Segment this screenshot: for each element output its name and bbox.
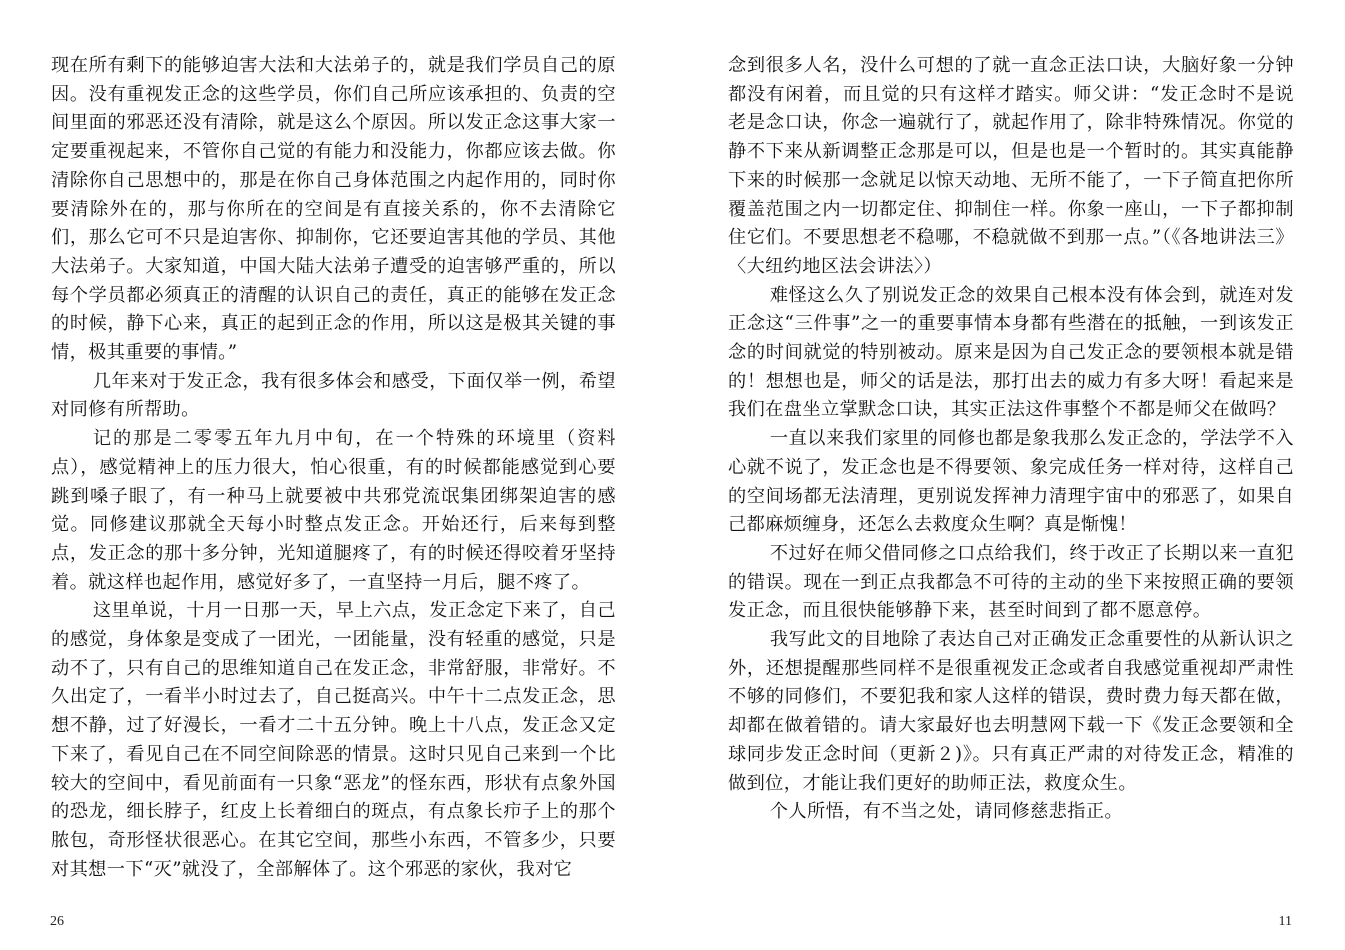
left-text-column	[51, 52, 616, 884]
paragraph: 现在所有剩下的能够迫害大法和大法弟子的，就是我们学员自己的原因。没有重视发正念的这些学员，你们自己所应该承担的、负责的空间里面的邪恶还没有清除，就是这么个原因。所以发正念这事大家一定要重视起来，不管你自己觉的有能力和没能力，你都应该去做。你清除你自己思想中的，那是在你自己身体范围之内起作用的，同时你要清除外在的，那与你所在的空间是有直接关系的，你不去清除它们，那么它可不只是迫害你、抑制你，它还要迫害其他的学员、其他大法弟子。大家知道，中国大陆大法弟子遭受的迫害够严重的，所以每个学员都必须真正的清醒的认识自己的责任，真正的能够在发正念的时候，静下心来，真正的起到正念的作用，所以这是极其关键的事情，极其重要的事情。”	[51, 55, 616, 364]
paragraph: 个人所悟，有不当之处，请同修慈悲指正。	[769, 801, 1124, 823]
paragraph: 不过好在师父借同修之口点给我们，终于改正了长期以来一直犯的错误。现在一到正点我都急不可待的主动的坐下来按照正确的要领发正念，而且很快能够静下来，甚至时间到了都不愿意停。	[728, 542, 1294, 622]
page-number: 11	[1278, 914, 1292, 929]
paragraph: 我写此文的目地除了表达自己对正确发正念重要性的从新认识之外，还想提醒那些同样不是很重视发正念或者自我感觉重视却严肃性不够的同修们，不要犯我和家人这样的错误，费时费力每天都在做，却都在做着错的。请大家最好也去明慧网下载一下《发正念要领和全球同步发正念时间（更新２)》。只有真正严肃的对待发正念，精准的做到位，才能让我们更好的助师正法，救度众生。	[728, 629, 1294, 794]
paragraph: 这里单说，十月一日那一天，早上六点，发正念定下来了，自己的感觉，身体象是变成了一团光，一团能量，没有轻重的感觉，只是动不了，只有自己的思维知道自己在发正念，非常舒服，非常好。不久出定了，一看半小时过去了，自己挺高兴。中午十二点发正念，思想不静，过了好漫长，一看才二十五分钟。晚上十八点，发正念又定下来了，看见自己在不同空间除恶的情景。这时只见自己来到一个比较大的空间中，看见前面有一只象“恶龙”的怪东西，形状有点象外国的恐龙，细长脖子，红皮上长着细白的斑点，有点象长疖子上的那个脓包，奇形怪状很恶心。在其它空间，那些小东西，不管多少，只要对其想一下“灭”就没了，全部解体了。这个邪恶的家伙，我对它	[51, 600, 616, 880]
paragraph: 一直以来我们家里的同修也都是象我那么发正念的，学法学不入心就不说了，发正念也是不得要领、象完成任务一样对待，这样自己的空间场都无法清理，更别说发挥神力清理宇宙中的邪恶了，如果自己都麻烦缠身，还怎么去救度众生啊？真是惭愧！	[728, 428, 1294, 536]
paragraph: 难怪这么久了别说发正念的效果自己根本没有体会到，就连对发正念这“三件事”之一的重要事情本身都有些潜在的抵触，一到该发正念的时间就觉的特别被动。原来是因为自己发正念的要领根本就是错的！想想也是，师父的话是法，那打出去的威力有多大呀！看起来是我们在盘坐立掌默念口诀，其实正法这件事整个不都是师父在做吗？	[728, 284, 1294, 421]
left-page	[0, 0, 672, 950]
paragraph: 念到很多人名，没什么可想的了就一直念正法口诀，大脑好象一分钟都没有闲着，而且觉的只有这样才踏实。师父讲：“发正念时不是说老是念口诀，你念一遍就行了，就起作用了，除非特殊情况。你觉的静不下来从新调整正念那是可以，但是也是一个暂时的。其实真能静下来的时候那一念就足以惊天动地、无所不能了，一下子简直把你所覆盖范围之内一切都定住、抑制住一样。你象一座山，一下子都抑制住它们。不要思想老不稳哪，不稳就做不到那一点。”（《各地讲法三》〈大纽约地区法会讲法〉）	[728, 55, 1294, 277]
page-number: 26	[50, 914, 64, 929]
right-text-column	[728, 52, 1294, 827]
paragraph: 几年来对于发正念，我有很多体会和感受，下面仅举一例，希望对同修有所帮助。	[51, 370, 616, 421]
right-page	[672, 0, 1344, 950]
paragraph: 记的那是二零零五年九月中旬，在一个特殊的环境里（资料点），感觉精神上的压力很大，怕心很重，有的时候都能感觉到心要跳到嗓子眼了，有一种马上就要被中共邪党流氓集团绑架迫害的感觉。同修建议那就全天每小时整点发正念。开始还行，后来每到整点，发正念的那十多分钟，光知道腿疼了，有的时候还得咬着牙坚持着。就这样也起作用，感觉好多了，一直坚持一月后，腿不疼了。	[51, 428, 616, 593]
